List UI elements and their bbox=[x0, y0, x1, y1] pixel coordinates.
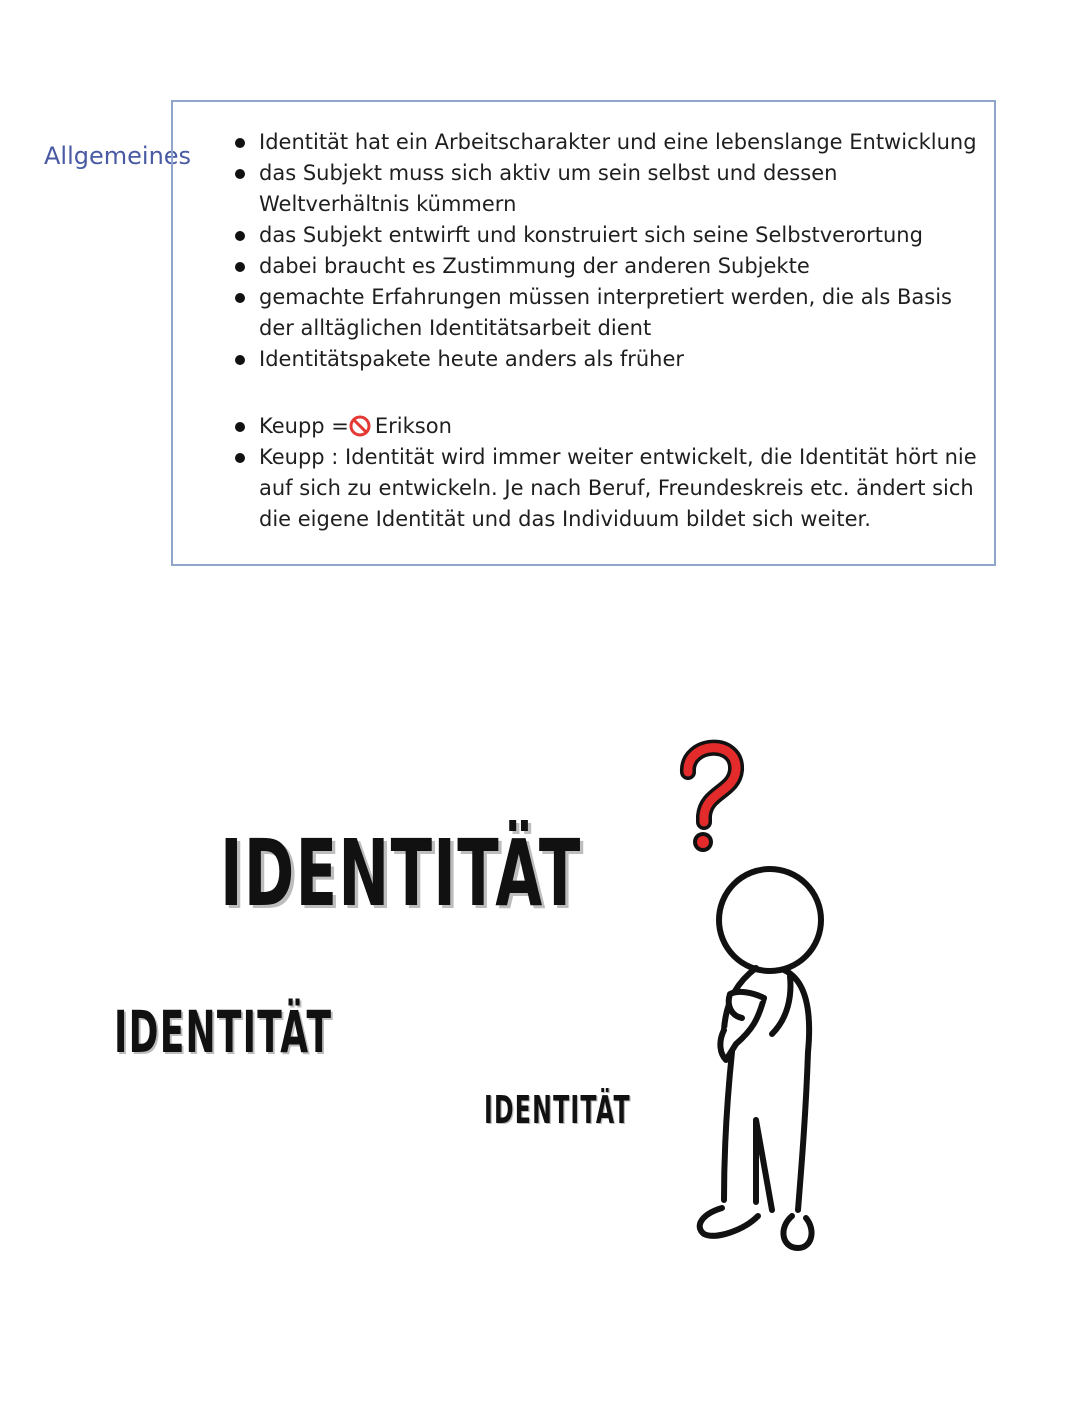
list-item-text: Identitätspakete heute anders als früher bbox=[259, 347, 685, 371]
no-entry-icon bbox=[349, 415, 371, 437]
question-mark-icon bbox=[688, 748, 736, 852]
list-item bbox=[233, 158, 978, 220]
list-item-text: das Subjekt entwirft und konstruiert sich seine Selbstverortung bbox=[259, 223, 923, 247]
bullet-icon bbox=[235, 453, 245, 463]
comparison-right: Erikson bbox=[374, 414, 452, 438]
list-item bbox=[233, 127, 978, 158]
list-item-text: Identität hat ein Arbeitscharakter und eine lebenslange Entwicklung bbox=[259, 130, 977, 154]
list-item-text: Keupp : Identität wird immer weiter entwickelt, die Identität hört nie auf sich zu entwickeln. Je nach Beruf, Freundeskreis etc. ändert sich die eigene Identität und das Individuum bildet sich weiter. bbox=[259, 445, 977, 531]
list-item-text: gemachte Erfahrungen müssen interpretiert werden, die als Basis der alltäglichen Identitätsarbeit dient bbox=[259, 285, 952, 340]
section-label: Allgemeines bbox=[44, 142, 192, 170]
bullet-icon bbox=[235, 169, 245, 179]
list-item bbox=[233, 282, 978, 344]
identity-word-medium: IDENTITÄT bbox=[114, 998, 333, 1066]
bullet-list-general bbox=[233, 127, 978, 375]
bullet-icon bbox=[235, 293, 245, 303]
thinking-person-icon bbox=[660, 730, 850, 1270]
comparison-left: Keupp = bbox=[259, 414, 349, 438]
bullet-icon bbox=[235, 231, 245, 241]
list-item-text: das Subjekt muss sich aktiv um sein selbst und dessen Weltverhältnis kümmern bbox=[259, 161, 838, 216]
identity-word-large: IDENTITÄT bbox=[220, 820, 582, 927]
identity-word-small: IDENTITÄT bbox=[484, 1088, 631, 1132]
list-item bbox=[233, 344, 978, 375]
list-item-text: dabei braucht es Zustimmung der anderen Subjekte bbox=[259, 254, 810, 278]
bullet-icon bbox=[235, 355, 245, 365]
bullet-icon bbox=[235, 138, 245, 148]
bullet-icon bbox=[235, 262, 245, 272]
list-item bbox=[233, 220, 978, 251]
bullet-icon bbox=[235, 422, 245, 432]
bullet-list-keupp bbox=[233, 411, 978, 535]
list-item bbox=[233, 251, 978, 282]
comparison-item bbox=[233, 411, 978, 442]
notes-box bbox=[171, 100, 996, 566]
list-item bbox=[233, 442, 978, 535]
